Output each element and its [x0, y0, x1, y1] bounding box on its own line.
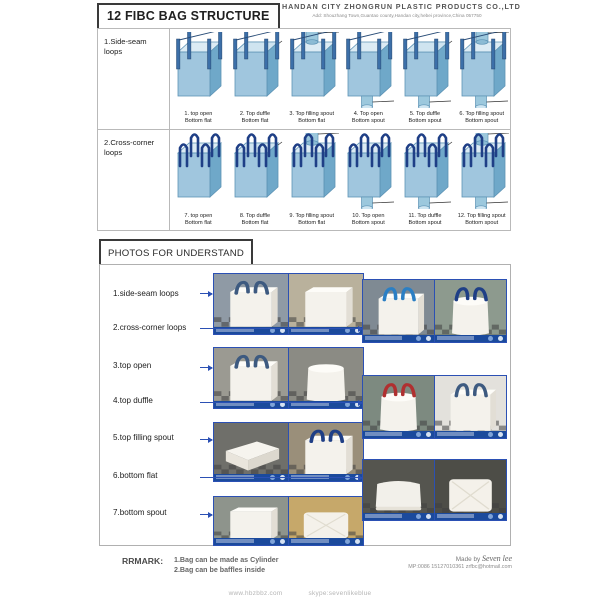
- arrow-bottom-spout: [200, 514, 212, 515]
- bag-diagram-caption: [352, 111, 385, 127]
- bottom-bar: [0, 582, 600, 600]
- bag-diagram-caption: [409, 111, 442, 127]
- caption-line-1: 1. top open: [184, 110, 213, 117]
- bag-diagram-cell: [283, 29, 340, 129]
- photo-close-icon[interactable]: [498, 514, 503, 519]
- caption-line-2: Bottom flat: [184, 220, 212, 227]
- rrmark-label: RRMARK:: [122, 556, 164, 566]
- bag-diagram-cell: [340, 130, 397, 231]
- product-photo[interactable]: [289, 423, 363, 481]
- photo-caption-bar: [435, 335, 506, 342]
- bag-diagram-cell: [397, 29, 454, 129]
- bag-diagram-cell: [227, 130, 284, 231]
- photo-close-icon[interactable]: [280, 539, 285, 544]
- table-row-cross-corner: [98, 130, 510, 231]
- row-label-cross-corner: 2.Cross-corner loops: [98, 130, 170, 231]
- photo-pair-right-3[interactable]: [362, 459, 507, 521]
- bag-illustration-icon: [170, 130, 227, 213]
- caption-line-2: Bottom spout: [351, 118, 385, 125]
- bag-structure-table: [97, 28, 511, 231]
- bag-diagram-cell: [453, 130, 510, 231]
- product-photo[interactable]: [289, 348, 363, 408]
- company-name: HANDAN CITY ZHONGRUN PLASTIC PRODUCTS CO.,LTD: [282, 2, 521, 11]
- page-header: [0, 0, 600, 26]
- caption-line-2: Bottom spout: [465, 220, 499, 227]
- bag-illustration-icon: [453, 130, 510, 213]
- bag-diagram-caption: [184, 213, 212, 229]
- caption-line-1: 11. Top duffle: [408, 212, 442, 219]
- photo-label-3: 3.top open: [113, 361, 152, 370]
- made-by-signature: Seven lee: [482, 554, 512, 563]
- product-photo[interactable]: [435, 280, 506, 342]
- bag-diagram-caption: [289, 213, 334, 229]
- photo-close-icon[interactable]: [426, 336, 431, 341]
- photo-zoom-icon[interactable]: [488, 432, 493, 437]
- product-photo[interactable]: [435, 376, 506, 438]
- product-photo[interactable]: [214, 274, 288, 334]
- caption-line-1: 3. Top filling spout: [289, 110, 335, 117]
- photo-pair-right-1[interactable]: [362, 279, 507, 343]
- product-photo[interactable]: [214, 497, 288, 545]
- arrow-bottom-flat: [200, 477, 362, 478]
- photo-close-icon[interactable]: [498, 336, 503, 341]
- photo-label-5: 5.top filling spout: [113, 433, 174, 442]
- arrow-cross-corner: [200, 328, 362, 329]
- bag-illustration-icon: [340, 130, 397, 213]
- caption-line-1: 6. Top filling spout: [459, 110, 505, 117]
- photo-caption-bar: [435, 431, 506, 438]
- photo-caption-bar: [363, 513, 434, 520]
- bag-diagram-cell: [227, 29, 284, 129]
- rrmark-notes: [174, 555, 278, 576]
- caption-line-1: 8. Top duffle: [239, 212, 271, 219]
- photo-close-icon[interactable]: [426, 432, 431, 437]
- caption-line-2: Bottom spout: [408, 118, 442, 125]
- caption-line-2: Bottom flat: [241, 220, 269, 227]
- bag-diagram-cell: [170, 29, 227, 129]
- caption-line-2: Bottom flat: [298, 118, 326, 125]
- bag-illustration-icon: [453, 29, 510, 111]
- bag-diagram-caption: [240, 111, 270, 127]
- photo-zoom-icon[interactable]: [488, 336, 493, 341]
- photo-close-icon[interactable]: [355, 539, 360, 544]
- bag-diagram-cell: [340, 29, 397, 129]
- photo-zoom-icon[interactable]: [416, 336, 421, 341]
- product-photo[interactable]: [214, 348, 288, 408]
- photo-close-icon[interactable]: [426, 514, 431, 519]
- product-photo[interactable]: [289, 497, 363, 545]
- photo-caption-bar: [214, 538, 288, 545]
- product-photo[interactable]: [363, 460, 434, 520]
- photo-zoom-icon[interactable]: [416, 432, 421, 437]
- caption-line-2: Bottom flat: [241, 118, 269, 125]
- caption-line-1: 2. Top duffle: [239, 110, 271, 117]
- photo-pair-left-2[interactable]: [213, 347, 364, 409]
- company-info: [282, 2, 521, 18]
- bag-illustration-icon: [283, 29, 340, 111]
- bag-diagram-caption: [458, 213, 506, 229]
- bag-diagram-cell: [397, 130, 454, 231]
- photo-label-1: 1.side-seam loops: [113, 289, 179, 298]
- made-by: [456, 554, 512, 563]
- product-photo[interactable]: [289, 274, 363, 334]
- bag-illustration-icon: [340, 29, 397, 111]
- table-row-side-seam: [98, 29, 510, 130]
- photo-pair-left-4[interactable]: [213, 496, 364, 546]
- photo-caption-bar: [363, 431, 434, 438]
- photo-caption-bar: [435, 513, 506, 520]
- caption-line-2: Bottom spout: [465, 118, 499, 125]
- photo-label-4: 4.top duffle: [113, 396, 153, 405]
- caption-line-2: Bottom spout: [351, 220, 385, 227]
- caption-line-1: 4. Top open: [353, 110, 383, 117]
- caption-line-1: 9. Top filling spout: [289, 212, 335, 219]
- photo-pair-left-3[interactable]: [213, 422, 364, 482]
- caption-line-1: 7. top open: [184, 212, 213, 219]
- product-photo[interactable]: [363, 376, 434, 438]
- arrow-top-open: [200, 367, 212, 368]
- bag-diagram-caption: [459, 111, 504, 127]
- photo-pair-left-1[interactable]: [213, 273, 364, 335]
- skype-text: skype:sevenlikeblue: [308, 590, 372, 597]
- caption-line-2: Bottom flat: [298, 220, 326, 227]
- photo-label-6: 6.bottom flat: [113, 471, 158, 480]
- caption-line-1: 5. Top duffle: [409, 110, 441, 117]
- product-photo[interactable]: [363, 280, 434, 342]
- product-photo[interactable]: [435, 460, 506, 520]
- bag-illustration-icon: [227, 29, 284, 111]
- product-photo[interactable]: [214, 423, 288, 481]
- photo-zoom-icon[interactable]: [416, 514, 421, 519]
- bag-diagram-caption: [409, 213, 442, 229]
- bag-illustration-icon: [397, 130, 454, 213]
- photo-caption-bar: [363, 335, 434, 342]
- bag-diagram-caption: [289, 111, 334, 127]
- caption-line-1: 12. Top filling spout: [457, 212, 506, 219]
- bag-illustration-icon: [283, 130, 340, 213]
- rrmark-note-2: 2.Bag can be baffles inside: [174, 566, 266, 575]
- photos-panel: [99, 264, 511, 546]
- arrow-side-seam: [200, 293, 212, 294]
- rrmark-note-1: 1.Bag can be made as Cylinder: [174, 556, 279, 564]
- bag-diagram-cell: [170, 130, 227, 231]
- caption-line-2: Bottom spout: [408, 220, 442, 227]
- arrow-top-duffle: [200, 402, 362, 403]
- bag-diagram-caption: [240, 213, 270, 229]
- photo-zoom-icon[interactable]: [270, 539, 275, 544]
- photo-label-7: 7.bottom spout: [113, 508, 167, 517]
- bag-diagram-cell: [453, 29, 510, 129]
- bag-illustration-icon: [170, 29, 227, 111]
- page-title-box: [97, 3, 280, 30]
- row-label-side-seam: 1.Side-seam loops: [98, 29, 170, 129]
- photo-label-2: 2.cross-corner loops: [113, 323, 187, 332]
- company-address: Add: Shouzhang Town,Guantao county,Handan city,hebei province,China 057750: [312, 13, 482, 18]
- caption-line-2: Bottom flat: [184, 118, 212, 125]
- photos-section-title-box: [99, 239, 253, 266]
- bag-illustration-icon: [227, 130, 284, 213]
- row-cells-side-seam: [170, 29, 510, 129]
- arrow-top-filling-spout: [200, 439, 212, 440]
- row-cells-cross-corner: [170, 130, 510, 231]
- photos-section-title: PHOTOS FOR UNDERSTAND: [108, 248, 245, 259]
- photo-close-icon[interactable]: [498, 432, 503, 437]
- photo-zoom-icon[interactable]: [345, 539, 350, 544]
- made-by-prefix: Made by: [455, 556, 483, 563]
- bag-diagram-cell: [283, 130, 340, 231]
- contact-line: MP:0086 15127010361 zrfbc@hotmail.com: [408, 564, 512, 570]
- caption-line-1: 10. Top open: [352, 212, 385, 219]
- photo-pair-right-2[interactable]: [362, 375, 507, 439]
- bag-diagram-caption: [352, 213, 385, 229]
- photo-zoom-icon[interactable]: [488, 514, 493, 519]
- website-text: www.hbzbbz.com: [228, 590, 283, 597]
- photo-caption-bar: [289, 538, 363, 545]
- page-title: 12 FIBC BAG STRUCTURE: [107, 9, 270, 23]
- bag-diagram-caption: [184, 111, 212, 127]
- bag-illustration-icon: [397, 29, 454, 111]
